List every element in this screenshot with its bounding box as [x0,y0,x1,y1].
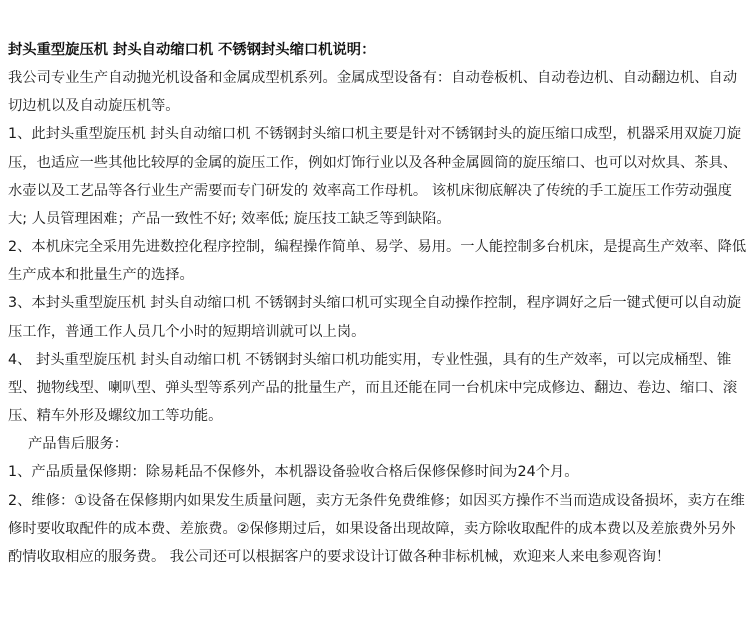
document-body [8,36,748,571]
document-title: 封头重型旋压机 封头自动缩口机 不锈钢封头缩口机说明： [8,42,376,58]
after-sales-heading: 产品售后服务： [28,436,129,453]
feature-point-4: 4、 封头重型旋压机 封头自动缩口机 不锈钢封头缩口机功能实用，专业性强，具有的生产效率，可以完成桶型、锥型、抛物线型、喇叭型、弹头型等系列产品的批量生产，而且还能在同一台机床中完成修边、翻边、卷边、缩口、滚压、精车外形及螺纹加工等功能。 [8,351,738,425]
feature-point-1: 1、此封头重型旋压机 封头自动缩口机 不锈钢封头缩口机主要是针对不锈钢封头的旋压缩口成型，机器采用双旋刀旋压，也适应一些其他比较厚的金属的旋压工作，例如灯饰行业以及各种金属圆筒的旋压缩口、也可以对炊具、茶具、水壶以及工艺品等各行业生产需要而专门研发的 效率高工作母机。 该机床彻底解决了传统的手工旋压工作劳动强度大; 人员管理困难；产品一致性不好; 效率低; 旋压技工缺乏等到缺陷。 [8,126,742,227]
feature-point-2: 2、本机床完全采用先进数控化程序控制，编程操作简单、易学、易用。一人能控制多台机床，是提高生产效率、降低生产成本和批量生产的选择。 [8,239,747,284]
feature-point-3: 3、本封头重型旋压机 封头自动缩口机 不锈钢封头缩口机可实现全自动操作控制，程序调好之后一键式便可以自动旋压工作，普通工作人员几个小时的短期培训就可以上岗。 [8,295,742,340]
service-item-1: 1、产品质量保修期：除易耗品不保修外，本机器设备验收合格后保修保修时间为24个月。 [8,464,579,481]
service-item-2: 2、维修：①设备在保修期内如果发生质量问题，卖方无条件免费维修；如因买方操作不当而造成设备损坏，卖方在维修时要收取配件的成本费、差旅费。②保修期过后，如果设备出现故障，卖方除收取配件的成本费以及差旅费外另外酌情收取相应的服务费。 我公司还可以根据客户的要求设计订做各种非标机械，欢迎来人来电参观咨询！ [8,492,745,565]
intro-paragraph: 我公司专业生产自动抛光机设备和金属成型机系列。金属成型设备有：自动卷板机、自动卷边机、自动翻边机、自动切边机以及自动旋压机等。 [8,70,738,115]
